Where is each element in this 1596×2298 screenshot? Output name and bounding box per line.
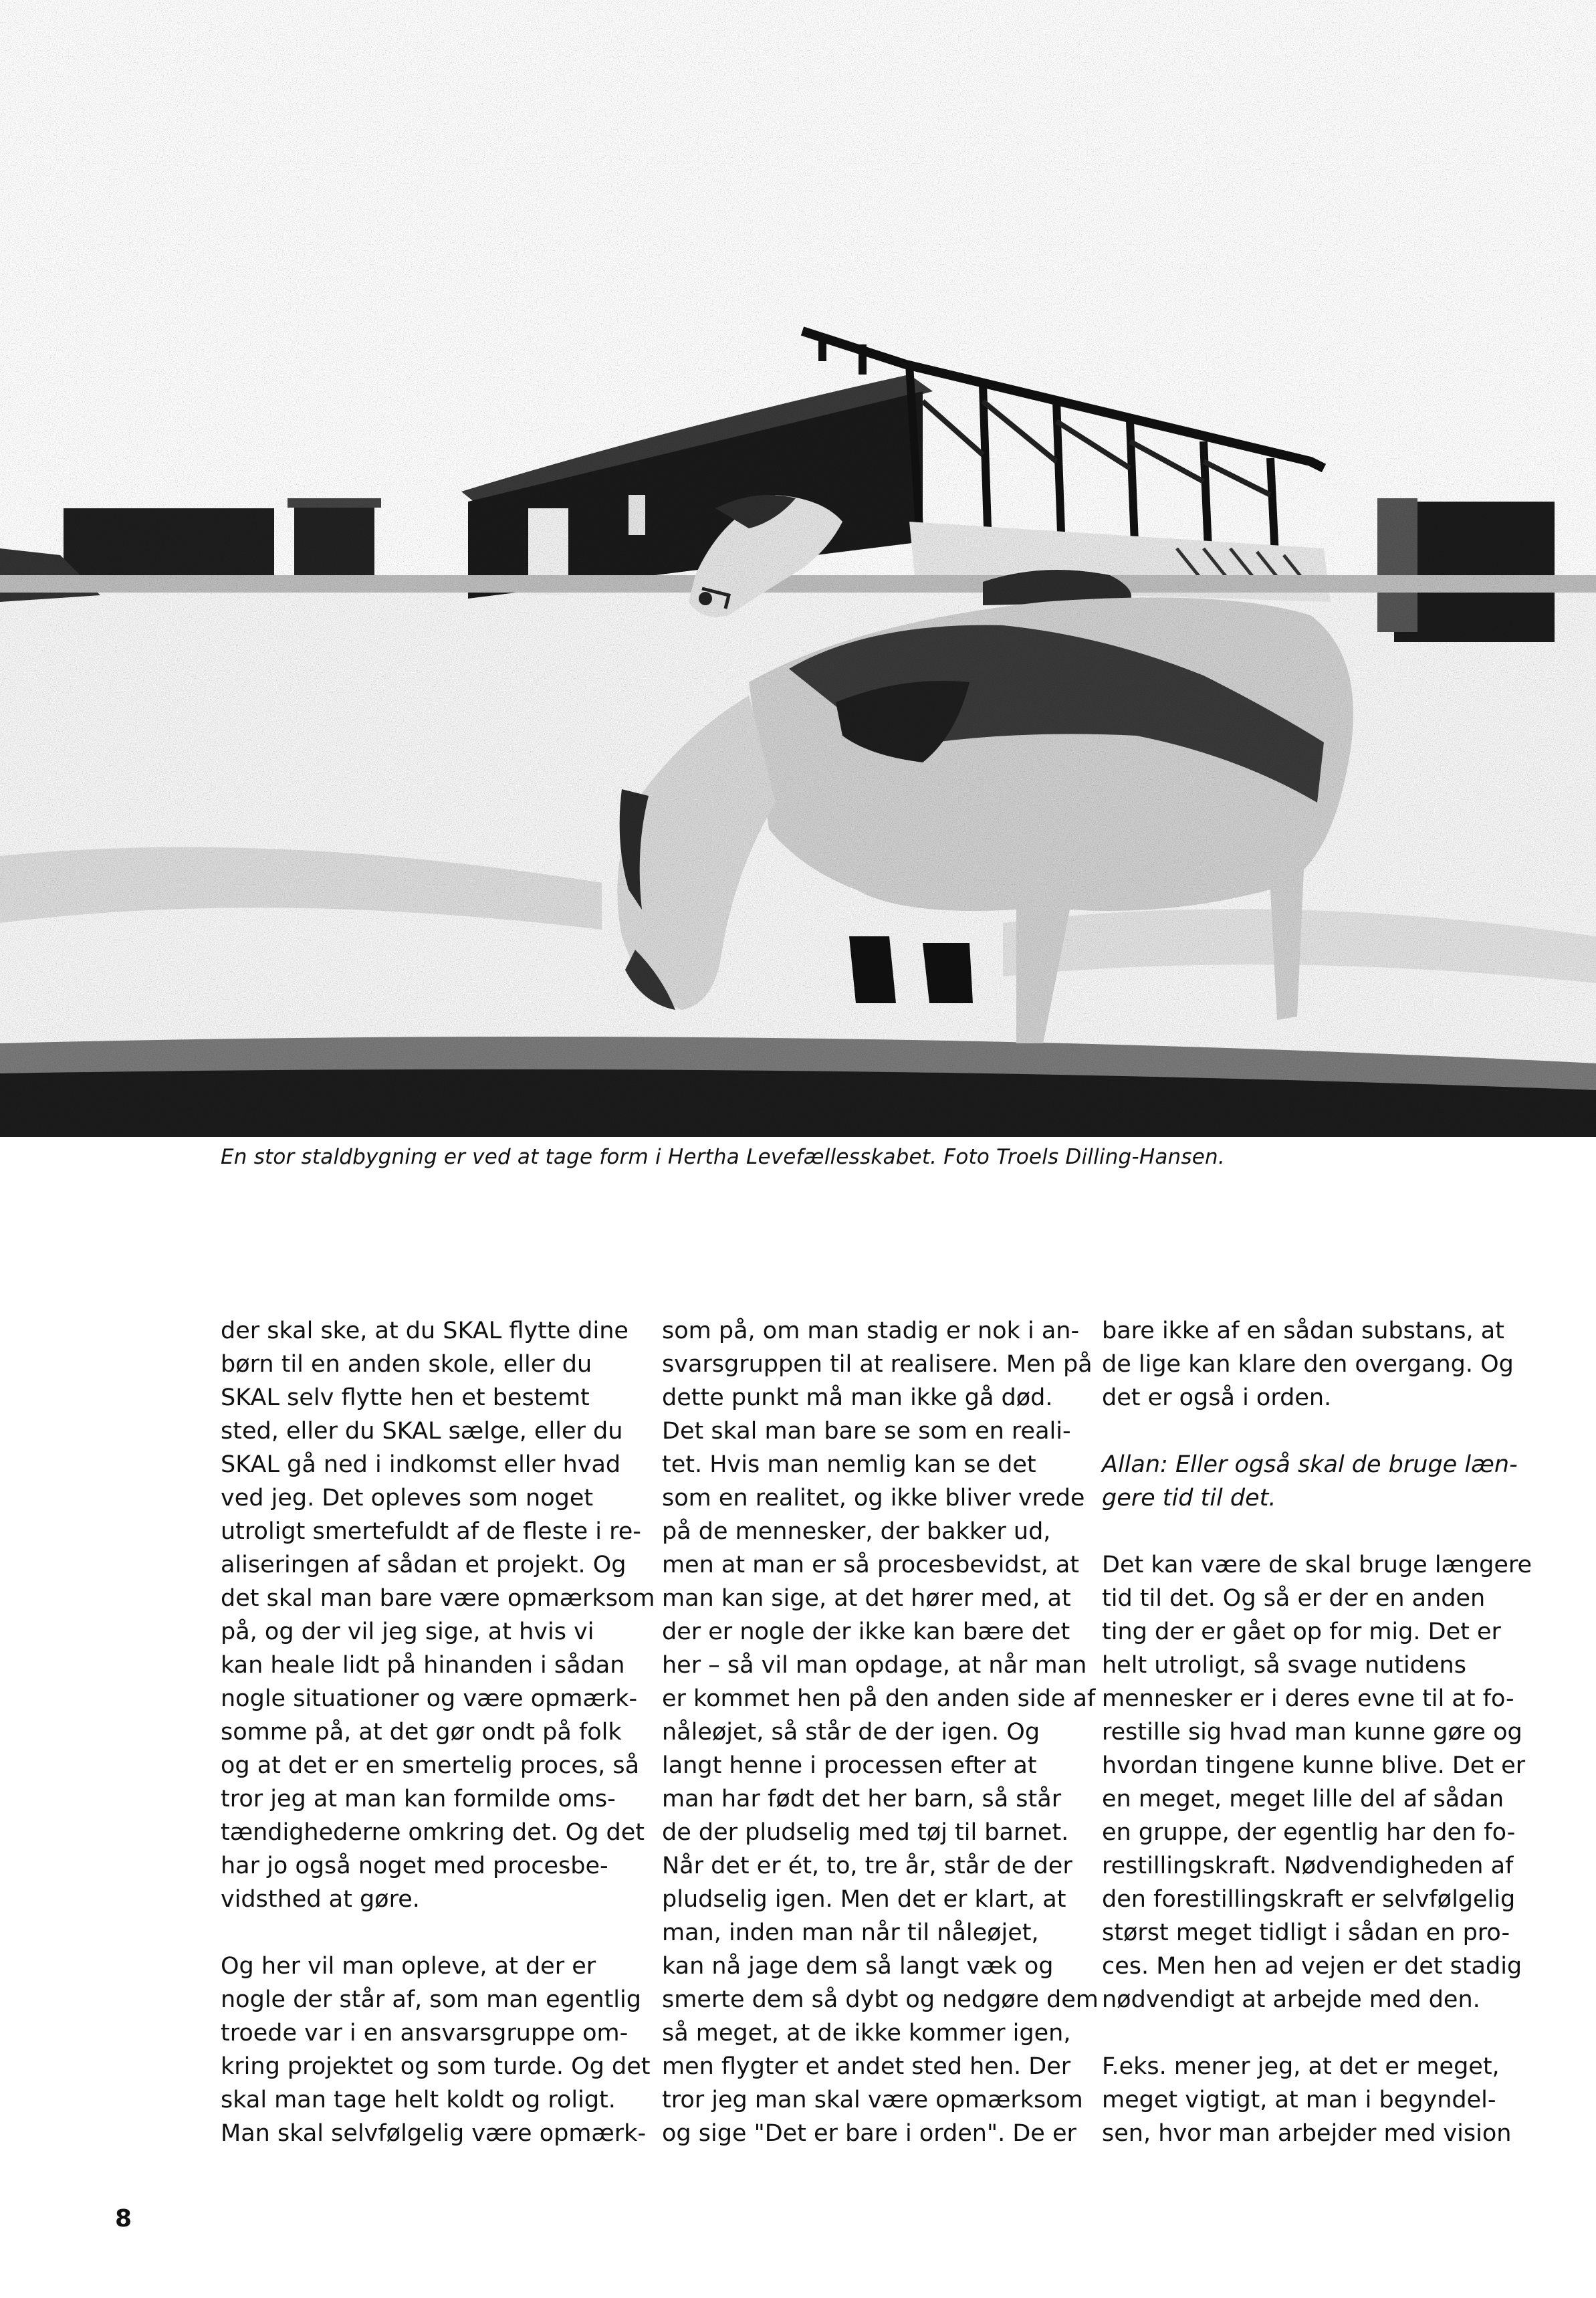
text-line: man kan sige, at det hører med, at [662, 1585, 1071, 1612]
text-line: og at det er en smertelig proces, så [221, 1752, 640, 1779]
text-line: tid til det. Og så er der en anden [1102, 1585, 1486, 1612]
text-column-3 [1102, 1314, 1532, 2184]
text-line: Allan: Eller også skal de bruge læn- [1102, 1451, 1518, 1478]
text-line: så meget, at de ikke kommer igen, [662, 2020, 1071, 2047]
photo-caption: En stor staldbygning er ved at tage form i Hertha Levefællesskabet. Foto Troels Dilling-Hansen. [221, 1145, 1225, 1169]
text-line: og sige "Det er bare i orden". De er [662, 2120, 1076, 2147]
text-line: ting der er gået op for mig. Det er [1102, 1618, 1501, 1645]
text-line: hvordan tingene kunne blive. Det er [1102, 1752, 1526, 1779]
text-line: Og her vil man opleve, at der er [221, 1953, 596, 1980]
text-line: er kommet hen på den anden side af [662, 1685, 1096, 1712]
text-line: men at man er så procesbevidst, at [662, 1552, 1079, 1578]
text-line: nåleøjet, så står de der igen. Og [662, 1719, 1040, 1746]
text-line: der skal ske, at du SKAL flytte dine [221, 1318, 629, 1344]
text-line: restillingskraft. Nødvendigheden af [1102, 1853, 1514, 1879]
paragraph [1102, 1448, 1520, 1515]
stable-photo [0, 0, 1596, 1137]
text-line: somme på, at det gør ondt på folk [221, 1719, 622, 1746]
text-line: man, inden man når til nåleøjet, [662, 1919, 1039, 1946]
text-line: kan nå jage dem så langt væk og [662, 1953, 1054, 1980]
text-line: Det kan være de skal bruge længere [1102, 1552, 1532, 1578]
text-line: størst meget tidligt i sådan en pro- [1102, 1919, 1510, 1946]
text-line: kan heale lidt på hinanden i sådan [221, 1652, 625, 1679]
text-line: man har født det her barn, så står [662, 1786, 1062, 1812]
text-line: helt utroligt, så svage nutidens [1102, 1652, 1466, 1679]
paragraph [662, 1314, 1099, 2150]
text-line: gere tid til det. [1102, 1485, 1276, 1511]
text-line: ved jeg. Det opleves som noget [221, 1485, 594, 1511]
text-line: en meget, meget lille del af sådan [1102, 1786, 1504, 1812]
text-line: aliseringen af sådan et projekt. Og [221, 1552, 626, 1578]
text-line: svarsgruppen til at realisere. Men på [662, 1351, 1093, 1378]
text-line: sen, hvor man arbejder med vision [1102, 2120, 1512, 2147]
text-line: tror jeg man skal være opmærksom [662, 2087, 1083, 2113]
text-line: Man skal selvfølgelig være opmærk- [221, 2120, 647, 2147]
text-line: SKAL gå ned i indkomst eller hvad [221, 1451, 621, 1478]
text-line: langt henne i processen efter at [662, 1752, 1037, 1779]
text-line: Det skal man bare se som en reali- [662, 1418, 1071, 1445]
paragraph [1102, 1314, 1520, 1415]
text-line: men flygter et andet sted hen. Der [662, 2053, 1071, 2080]
text-line: har jo også noget med procesbe- [221, 1853, 608, 1879]
text-line: der er nogle der ikke kan bære det [662, 1618, 1070, 1645]
text-line: en gruppe, der egentlig har den fo- [1102, 1819, 1516, 1846]
text-line: på de mennesker, der bakker ud, [662, 1518, 1051, 1545]
text-line: nogle situationer og være opmærk- [221, 1685, 638, 1712]
text-line: sted, eller du SKAL sælge, eller du [221, 1418, 623, 1445]
text-line: mennesker er i deres evne til at fo- [1102, 1685, 1514, 1712]
text-line: vidsthed at gøre. [221, 1886, 420, 1913]
paragraph [221, 1314, 655, 1916]
paragraph [1102, 2050, 1520, 2150]
text-line: pludselig igen. Men det er klart, at [662, 1886, 1066, 1913]
text-line: Når det er ét, to, tre år, står de der [662, 1853, 1072, 1879]
text-line: meget vigtigt, at man i begyndel- [1102, 2087, 1496, 2113]
text-line: utroligt smertefuldt af de fleste i re- [221, 1518, 641, 1545]
text-line: SKAL selv flytte hen et bestemt [221, 1384, 590, 1411]
text-line: smerte dem så dybt og nedgøre dem [662, 1986, 1099, 2013]
text-line: her – så vil man opdage, at når man [662, 1652, 1087, 1679]
page-number: 8 [115, 2205, 132, 2232]
text-line: det skal man bare være opmærksom [221, 1585, 655, 1612]
text-line: som på, om man stadig er nok i an- [662, 1318, 1080, 1344]
text-line: kring projektet og som turde. Og det [221, 2053, 651, 2080]
paragraph [1102, 1548, 1532, 2016]
text-line: de der pludselig med tøj til barnet. [662, 1819, 1069, 1846]
text-column-2 [662, 1314, 1099, 2184]
text-line: ces. Men hen ad vejen er det stadig [1102, 1953, 1522, 1980]
paragraph [221, 1950, 651, 2150]
text-line: dette punkt må man ikke gå død. [662, 1384, 1053, 1411]
text-line: det er også i orden. [1102, 1384, 1332, 1411]
text-line: nødvendigt at arbejde med den. [1102, 1986, 1480, 2013]
text-line: bare ikke af en sådan substans, at [1102, 1318, 1504, 1344]
text-line: restille sig hvad man kunne gøre og [1102, 1719, 1522, 1746]
text-line: på, og der vil jeg sige, at hvis vi [221, 1618, 594, 1645]
text-line: de lige kan klare den overgang. Og [1102, 1351, 1514, 1378]
text-line: skal man tage helt koldt og roligt. [221, 2087, 616, 2113]
text-line: børn til en anden skole, eller du [221, 1351, 592, 1378]
text-line: nogle der står af, som man egentlig [221, 1986, 641, 2013]
text-line: tet. Hvis man nemlig kan se det [662, 1451, 1036, 1478]
text-line: F.eks. mener jeg, at det er meget, [1102, 2053, 1500, 2080]
text-line: troede var i en ansvarsgruppe om- [221, 2020, 629, 2047]
text-line: den forestillingskraft er selvfølgelig [1102, 1886, 1516, 1913]
text-line: som en realitet, og ikke bliver vrede [662, 1485, 1085, 1511]
text-column-1 [221, 1314, 655, 2184]
text-line: tror jeg at man kan formilde oms- [221, 1786, 616, 1812]
text-line: tændighederne omkring det. Og det [221, 1819, 645, 1846]
